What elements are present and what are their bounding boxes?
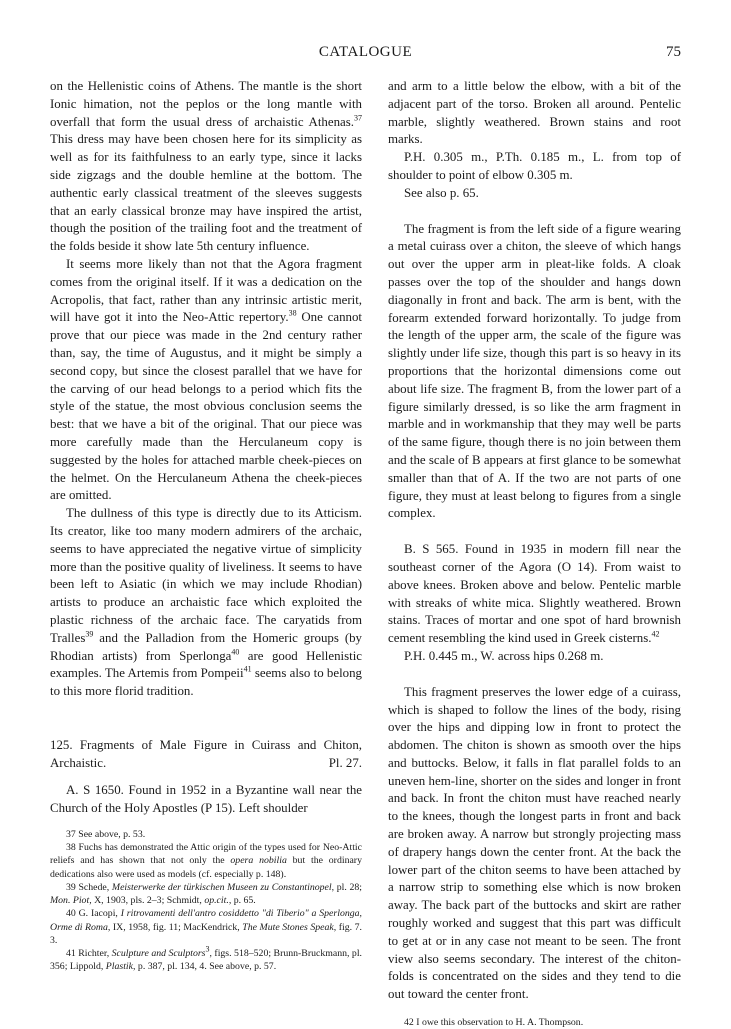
footnote: 37 See above, p. 53. — [66, 829, 146, 841]
footnote-ref: 42 — [651, 629, 660, 639]
footnote: 42 I owe this observation to H. A. Thompson. — [404, 1017, 584, 1029]
paragraph: This fragment preserves the lower edge of a cuirass, which is shaped to follow the lines of the body, rising over the hips and dipping low in front to protect the abdomen. The chiton is shown as smooth over the hips and buttocks. Below, it falls in flat parallel folds to an uneven hem-line, shorter on the sides and longer in front and back. In front the chiton must have reached nearly to the knees, though the longest parts in front and back are broken away. A narrow but strongly projecting mass of drapery hangs down the center front. At the back the lower part of the chiton seems to have been attached by a narrow strip to something else which is now broken away. The back part of the buttocks and skirt are rather roughly worked and suggest that this part was difficult to get at or in any case not meant to be seen. The front view also seems secondary. The interest of the chiton-folds is concentrated on the sides and they tend to die out toward the center front. — [388, 684, 681, 1002]
page-number: 75 — [666, 44, 681, 60]
catalogue-entry-title: 125. Fragments of Male Figure in Cuirass and Chiton, Archaistic. Pl. 27. — [50, 737, 362, 773]
footnote-ref: 37 — [354, 113, 362, 123]
footnote-ref: 41 — [243, 665, 252, 674]
paragraph: on the Hellenistic coins of Athens. The mantle is the short Ionic himation, not the peplos or the long mantle with overfall that form the usual dress of archaistic Athenas.$^{37}$ This dress may have been chosen here for its simplicity as well as for its faithfulness to an early type, since it lacks side zigzags and the double hemline at the bottom. The authentic early classical treatment of the sleeves suggests that an early classical bronze may have inspired the artist, though the position of the trailing foot and the treatment of the folds beside it show late 5th century influence. — [50, 79, 362, 254]
paragraph: It seems more likely than not that the Agora fragment comes from the original itself. If it was a dedication on the Acropolis, that fact, rather than any intrinsic artistic merit, will have got it into the Neo-Attic repertory.$^{38}$ One cannot prove that our piece was made in the 2nd century rather than, say, the time of Augustus, and it might be simply a second copy, but since the closest parallel that we have for the carving of our head belongs to a period which fits the style of the statue, the most obvious conclusion seems the best: that we have a bit of the original. That our piece was more carefully made than the Herculaneum copy is suggested by the holes for attached marble cheek-pieces on the helmet. On the Herculaneum Athena the cheek-pieces are omitted. — [50, 256, 362, 503]
paragraph: The dullness of this type is directly due to its Atticism. Its creator, like too many modern admirers of the archaic, seems to have appreciated the negative virtue of simplicity more than the positive quality of liveliness. It seems to have been left to Asiatic (in which we may include Rhodian) artists to produce an archaistic face which exploited the plastic richness of the archaic face. The caryatids from Tralles$^{39}$ and the Palladion from the Homeric groups (by Rhodian artists) from Sperlonga$^{40}$ are good Hellenistic examples. The Artemis from Pompeii$^{41}$ seems also to belong to this more florid tradition. — [50, 506, 363, 699]
plate-reference: Pl. 27. — [328, 755, 362, 770]
footnote: 40 G. Iacopi, I ritrovamenti dell'antro cosiddetto "di Tiberio" a Sperlonga, Orme di Roma, IX, 1958, fig. 11; MacKendrick, The Mute Stones Speak, fig. 7. 3. — [50, 908, 362, 946]
paragraph: and arm to a little below the elbow, with a bit of the adjacent part of the torso. Broken all around. Pentelic marble, slightly weathered. Brown stains and root marks. — [388, 79, 681, 147]
footnote-ref: 40 — [231, 647, 240, 657]
footnote-ref: 38 — [288, 309, 297, 319]
paragraph: B. S 565. Found in 1935 in modern fill near the southeast corner of the Agora (O 14). From waist to above knees. Broken above and below. Pentelic marble with streaks of white mica. Slightly weathered. Brown stains. Traces of mortar and one spot of hard brownish cement resembling the kind used in Greek cisterns.$^{42}$ — [388, 542, 681, 646]
paragraph: The fragment is from the left side of a figure wearing a metal cuirass over a chiton, the sleeve of which hangs out over the upper arm in pleat-like folds. A cloak passes over the top of the shoulder and hangs down diagonally in front and back. The arm is bent, with the forearm extended forward horizontally. To judge from the length of the upper arm, the scale of the figure was slightly under life size, though this part is so heavy in its proportions that the horizontal dimensions come out about life size. The fragment B, from the lower part of a figure similarly dressed, is so like the arm fragment in marble and in workmanship that they may well be parts of the same figure, though there is no join between them and the scale of B appears at first glance to be somewhat smaller than that of A. If the two are not parts of one figure, they must at least belong to figures from a single complex. — [388, 221, 681, 521]
right-column — [388, 78, 681, 1029]
measurements: P.H. 0.305 m., P.Th. 0.185 m., L. from top of shoulder to point of elbow 0.305 m. — [388, 150, 681, 182]
footnote: 39 Schede, Meisterwerke der türkischen Museen zu Constantinopel, pl. 28; Mon. Piot, X, 1903, pls. 2–3; Schmidt, op.cit., p. 65. — [50, 881, 363, 907]
footnotes — [50, 828, 362, 973]
cross-reference: See also p. 65. — [404, 185, 479, 200]
footnote: 41 Richter, Sculpture and Sculptors$^3$, figs. 518–520; Brunn-Bruckmann, pl. 356; Lippold, Plastik, p. 387, pl. 134, 4. See above, p. 57. — [50, 944, 362, 973]
left-column — [50, 78, 362, 973]
measurements: P.H. 0.445 m., W. across hips 0.268 m. — [404, 648, 604, 663]
footnote-ref: 39 — [85, 629, 94, 639]
running-title: CATALOGUE — [318, 44, 413, 60]
paragraph: A. S 1650. Found in 1952 in a Byzantine wall near the Church of the Holy Apostles (P 15). Left shoulder — [50, 783, 362, 816]
page-header — [50, 44, 681, 64]
footnote: 38 Fuchs has demonstrated the Attic origin of the types used for Neo-Attic reliefs and has shown that not only the opera nobilia but the ordinary dedications also were used as models (cf. especially p. 148). — [50, 842, 362, 880]
